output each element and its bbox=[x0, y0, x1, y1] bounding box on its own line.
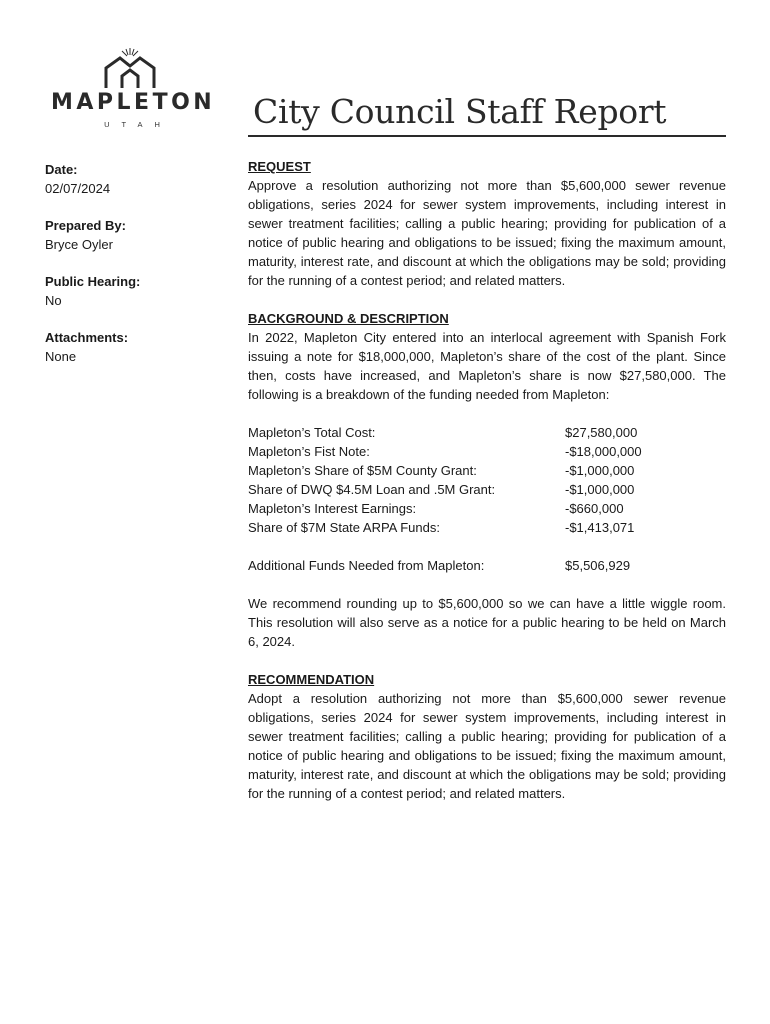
background-heading: BACKGROUND & DESCRIPTION bbox=[248, 311, 449, 326]
funding-row bbox=[248, 423, 726, 442]
funding-row bbox=[248, 442, 726, 461]
prepared-by-value: Bryce Oyler bbox=[45, 237, 113, 252]
date-label: Date: bbox=[45, 162, 78, 177]
funding-row bbox=[248, 499, 726, 518]
title-divider bbox=[248, 135, 726, 137]
funding-label: Mapleton’s Fist Note: bbox=[248, 444, 370, 459]
funding-amount: -$18,000,000 bbox=[565, 444, 642, 459]
report-body bbox=[248, 157, 726, 822]
mapleton-logo bbox=[48, 46, 218, 131]
funding-amount: -$1,413,071 bbox=[565, 520, 635, 535]
funding-breakdown bbox=[248, 423, 726, 575]
prepared-by-label: Prepared By: bbox=[45, 218, 126, 233]
date-block bbox=[45, 160, 225, 198]
funding-row bbox=[248, 480, 726, 499]
attachments-value: None bbox=[45, 349, 77, 364]
public-hearing-block bbox=[45, 272, 225, 310]
prepared-by-block bbox=[45, 216, 225, 254]
funding-label: Mapleton’s Share of $5M County Grant: bbox=[248, 463, 477, 478]
report-metadata bbox=[45, 160, 225, 384]
funding-total-amount: $5,506,929 bbox=[565, 558, 631, 573]
date-value: 02/07/2024 bbox=[45, 181, 111, 196]
page-title: City Council Staff Report bbox=[253, 92, 667, 131]
logo-subtitle: UTAH bbox=[104, 120, 172, 129]
public-hearing-value: No bbox=[45, 293, 62, 308]
funding-total-label: Additional Funds Needed from Mapleton: bbox=[248, 558, 485, 573]
recommendation-heading: RECOMMENDATION bbox=[248, 672, 375, 687]
funding-label: Mapleton’s Interest Earnings: bbox=[248, 501, 417, 516]
funding-amount: $27,580,000 bbox=[565, 425, 638, 440]
funding-amount: -$1,000,000 bbox=[565, 482, 635, 497]
funding-amount: -$660,000 bbox=[565, 501, 624, 516]
funding-label: Share of $7M State ARPA Funds: bbox=[248, 520, 440, 535]
background-section bbox=[248, 309, 726, 651]
attachments-label: Attachments: bbox=[45, 330, 129, 345]
request-heading: REQUEST bbox=[248, 159, 311, 174]
request-text: Approve a resolution authorizing not more than $5,600,000 sewer revenue obligations, series 2024 for sewer system improvements, including interest in sewer treatment facilities; calling a public hearing; providing for publication of a notice of public hearing and obligations to be issued; fixing the maximum amount, maturity, interest rate, and discount at which the obligations may be sold; providing for the running of a contest period; and related matters. bbox=[248, 178, 726, 288]
funding-label: Mapleton’s Total Cost: bbox=[248, 425, 376, 440]
recommendation-text: Adopt a resolution authorizing not more than $5,600,000 sewer revenue obligations, series 2024 for sewer system improvements, including interest in sewer treatment facilities; calling a public hearing; providing for publication of a notice of public hearing and obligations to be issued; fixing the maximum amount, maturity, interest rate, and discount at which the obligations may be sold; providing for the running of a contest period; and related matters. bbox=[248, 691, 726, 801]
request-section bbox=[248, 157, 726, 290]
logo-wordmark: MAPLETON bbox=[51, 90, 216, 115]
attachments-block bbox=[45, 328, 225, 366]
funding-total-row bbox=[248, 556, 726, 575]
background-text: In 2022, Mapleton City entered into an interlocal agreement with Spanish Fork issuing a note for $18,000,000, Mapleton’s share of the cost of the plant. Since then, costs have increased, and Mapleton’s share is now $27,580,000. The following is a breakdown of the funding needed from Mapleton: bbox=[248, 330, 726, 402]
mountain-house-icon bbox=[100, 46, 160, 90]
background-closing-text: We recommend rounding up to $5,600,000 so we can have a little wiggle room. This resolution will also serve as a notice for a public hearing to be held on March 6, 2024. bbox=[248, 596, 726, 649]
funding-row bbox=[248, 461, 726, 480]
funding-label: Share of DWQ $4.5M Loan and .5M Grant: bbox=[248, 482, 496, 497]
recommendation-section bbox=[248, 670, 726, 803]
public-hearing-label: Public Hearing: bbox=[45, 274, 141, 289]
funding-row bbox=[248, 518, 726, 537]
funding-amount: -$1,000,000 bbox=[565, 463, 635, 478]
